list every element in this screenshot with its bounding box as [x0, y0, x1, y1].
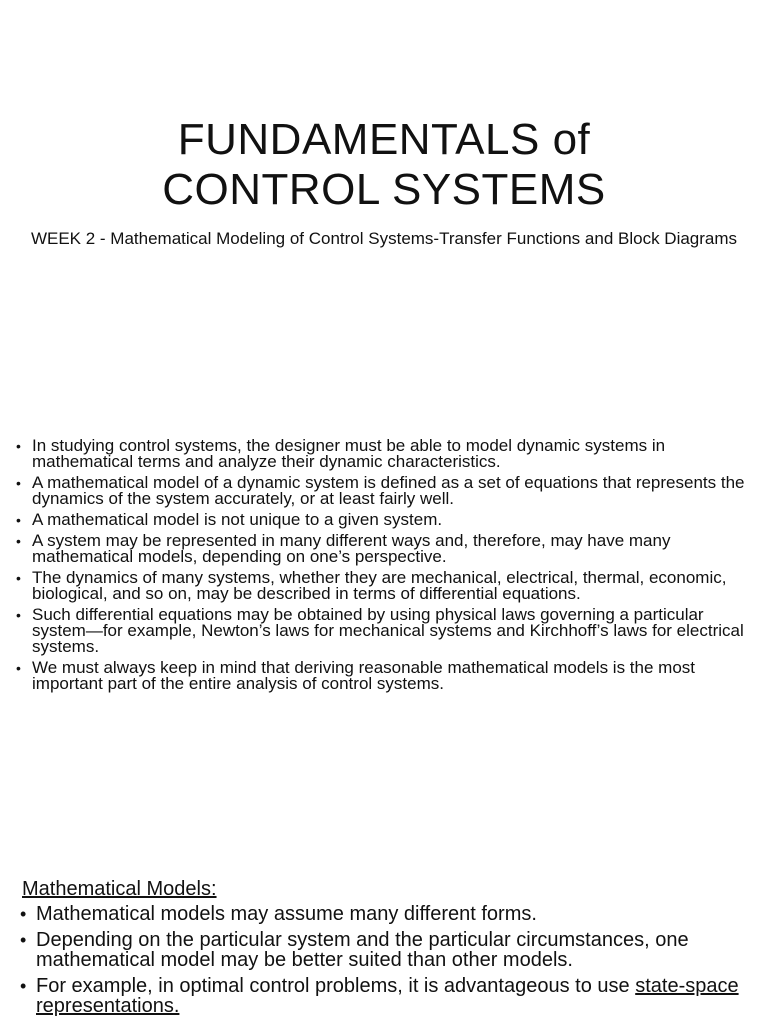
state-space-term: state-space representations. [36, 975, 739, 1017]
bullet-item [0, 660, 768, 692]
bullet-dot: • [20, 976, 27, 996]
bullets-slide [0, 438, 768, 697]
bullet-list [0, 438, 768, 692]
bullet-item [0, 438, 768, 470]
bullet-text: The dynamics of many systems, whether they are mechanical, electrical, thermal, economic, biological, and so on, may be described in terms of differential equations. [32, 568, 727, 603]
bullet-dot: • [20, 930, 27, 950]
models-slide [0, 876, 768, 1024]
models-item-text: Depending on the particular system and the particular circumstances, one mathematical model may be better suited than other models. [36, 929, 689, 971]
title-slide [0, 0, 768, 300]
bullet-item [0, 475, 768, 507]
bullet-text: Such differential equations may be obtained by using physical laws governing a particular system—for example, Newton’s laws for mechanical systems and Kirchhoff’s laws for electrical systems. [32, 605, 744, 656]
bullet-dot: • [16, 533, 21, 549]
bullet-dot: • [16, 512, 21, 528]
models-item-text: Mathematical models may assume many different forms. [36, 903, 537, 925]
bullet-dot: • [16, 438, 21, 454]
bullet-dot: • [16, 475, 21, 491]
bullet-dot: • [20, 904, 27, 924]
models-item [0, 976, 768, 1016]
bullet-text: A system may be represented in many different ways and, therefore, may have many mathematical models, depending on one’s perspective. [32, 531, 671, 566]
bullet-text: We must always keep in mind that deriving reasonable mathematical models is the most important part of the entire analysis of control systems. [32, 658, 695, 693]
bullet-text: A mathematical model is not unique to a given system. [32, 510, 443, 529]
models-heading: Mathematical Models: [22, 878, 217, 900]
subtitle: WEEK 2 - Mathematical Modeling of Control Systems-Transfer Functions and Block Diagrams [30, 229, 738, 248]
bullet-text: In studying control systems, the designer must be able to model dynamic systems in mathematical terms and analyze their dynamic characteristics. [32, 436, 666, 471]
bullet-item [0, 607, 768, 655]
title-line-2: CONTROL SYSTEMS [162, 165, 606, 214]
bullet-item [0, 533, 768, 565]
models-item-text: For example, in optimal control problems, it is advantageous to use [36, 975, 630, 997]
models-item [0, 930, 768, 970]
models-item [0, 904, 768, 924]
bullet-text: A mathematical model of a dynamic system is defined as a set of equations that represents the dynamics of the system accurately, or at least fairly well. [32, 473, 745, 508]
bullet-dot: • [16, 570, 21, 586]
bullet-item [0, 512, 768, 528]
bullet-item [0, 570, 768, 602]
bullet-dot: • [16, 660, 21, 676]
title-line-1: FUNDAMENTALS of [177, 115, 591, 164]
models-list [0, 904, 768, 1022]
bullet-dot: • [16, 607, 21, 623]
